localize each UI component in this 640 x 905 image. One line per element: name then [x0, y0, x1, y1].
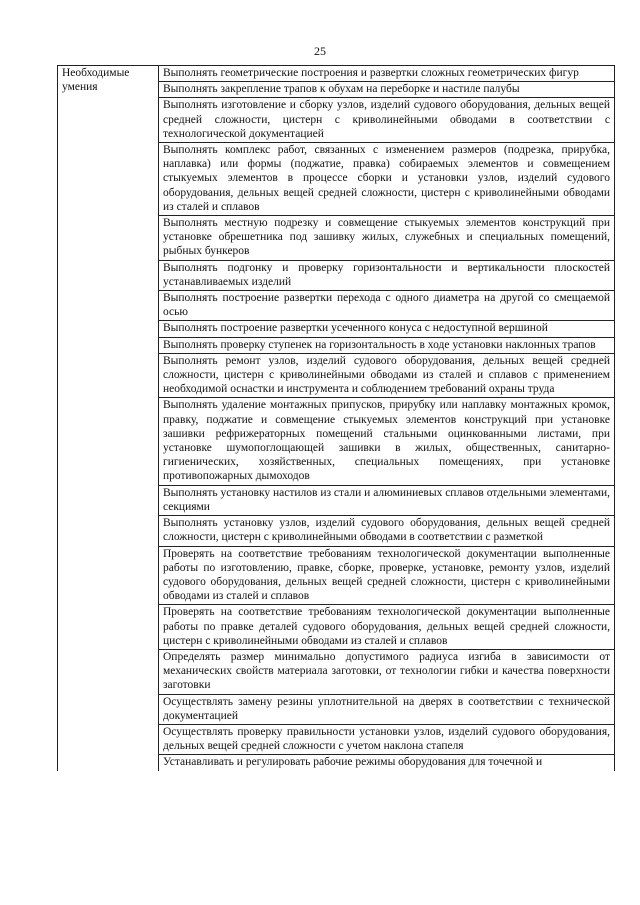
page-number: 25: [314, 44, 326, 58]
list-item: Выполнять установку настилов из стали и алюминиевых сплавов отдельными элементами, секциями: [159, 485, 615, 515]
list-item: Выполнять подгонку и проверку горизонтальности и вертикальности плоскостей устанавливаемых изделий: [159, 260, 615, 290]
list-item: Определять размер минимально допустимого радиуса изгиба в зависимости от механических свойств материала заготовки, от технологии гибки и качества поверхности заготовки: [159, 649, 615, 694]
page-bottom-margin: [0, 856, 640, 905]
list-item: Выполнять построение развертки усеченного конуса с недоступной вершиной: [159, 321, 615, 337]
list-item: Проверять на соответствие требованиям технологической документации выполненные работы по правке деталей судового оборудования, дельных вещей средней сложности, цистерн с криволинейными обводами из сталей и сплавов: [159, 605, 615, 650]
list-item: Выполнять местную подрезку и совмещение стыкуемых элементов конструкций при установке обрешетника под зашивку жилых, служебных и специальных помещений, рыбных бункеров: [159, 216, 615, 261]
list-item: Выполнять проверку ступенек на горизонтальность в ходе установки наклонных трапов: [159, 337, 615, 353]
list-item: Осуществлять замену резины уплотнительной на дверях в соответствии с технической документацией: [159, 694, 615, 724]
list-item: Проверять на соответствие требованиям технологической документации выполненные работы по изготовлению, правке, сборке, проверке, установке, ремонту узлов, изделий судового оборудования, дельных вещей средней сложности, цистерн с криволинейными обводами из сталей и сплавов: [159, 546, 615, 605]
list-item: Выполнять удаление монтажных припусков, прирубку или наплавку монтажных кромок, правку, поджатие и совмещение стыкуемых элементов конструкций при установке зашивки рефрижераторных помещений стальными оцинкованными листами, при установке шумопоглощающей зашивки в жилых, общественных, санитарно-гигиенических, хозяйственных, специальных помещениях, при установке противопожарных дымоходов: [159, 398, 615, 485]
list-item: Выполнять комплекс работ, связанных с изменением размеров (подрезка, прирубка, наплавка) или формы (поджатие, правка) собираемых элементов и совмещением стыкуемых элементов в процессе сборки и установки узлов, изделий судового оборудования, дельных вещей средней сложности, цистерн с криволинейными обводами из сталей и сплавов: [159, 143, 615, 216]
skills-table: [57, 65, 615, 771]
list-item: Выполнять построение развертки перехода с одного диаметра на другой со смещаемой осью: [159, 291, 615, 321]
table-row: [58, 66, 615, 82]
list-item: Выполнять изготовление и сборку узлов, изделий судового оборудования, дельных вещей средней сложности, цистерн с криволинейными обводами в соответствии с технологической документацией: [159, 98, 615, 143]
list-item: Выполнять установку узлов, изделий судового оборудования, дельных вещей средней сложности, цистерн с криволинейными обводами в соответствии с разметкой: [159, 516, 615, 546]
list-item: Устанавливать и регулировать рабочие режимы оборудования для точечной и: [159, 755, 615, 771]
list-item: Осуществлять проверку правильности установки узлов, изделий судового оборудования, дельных вещей средней сложности с учетом наклона стапеля: [159, 724, 615, 754]
list-item: Выполнять геометрические построения и развертки сложных геометрических фигур: [159, 66, 615, 82]
row-label: Необходимые умения: [58, 66, 159, 771]
list-item: Выполнять закрепление трапов к обухам на переборке и настиле палубы: [159, 82, 615, 98]
list-item: Выполнять ремонт узлов, изделий судового оборудования, дельных вещей средней сложности, цистерн с криволинейными обводами из сталей и сплавов с применением необходимой оснастки и инструмента и соблюдением требований охраны труда: [159, 353, 615, 398]
